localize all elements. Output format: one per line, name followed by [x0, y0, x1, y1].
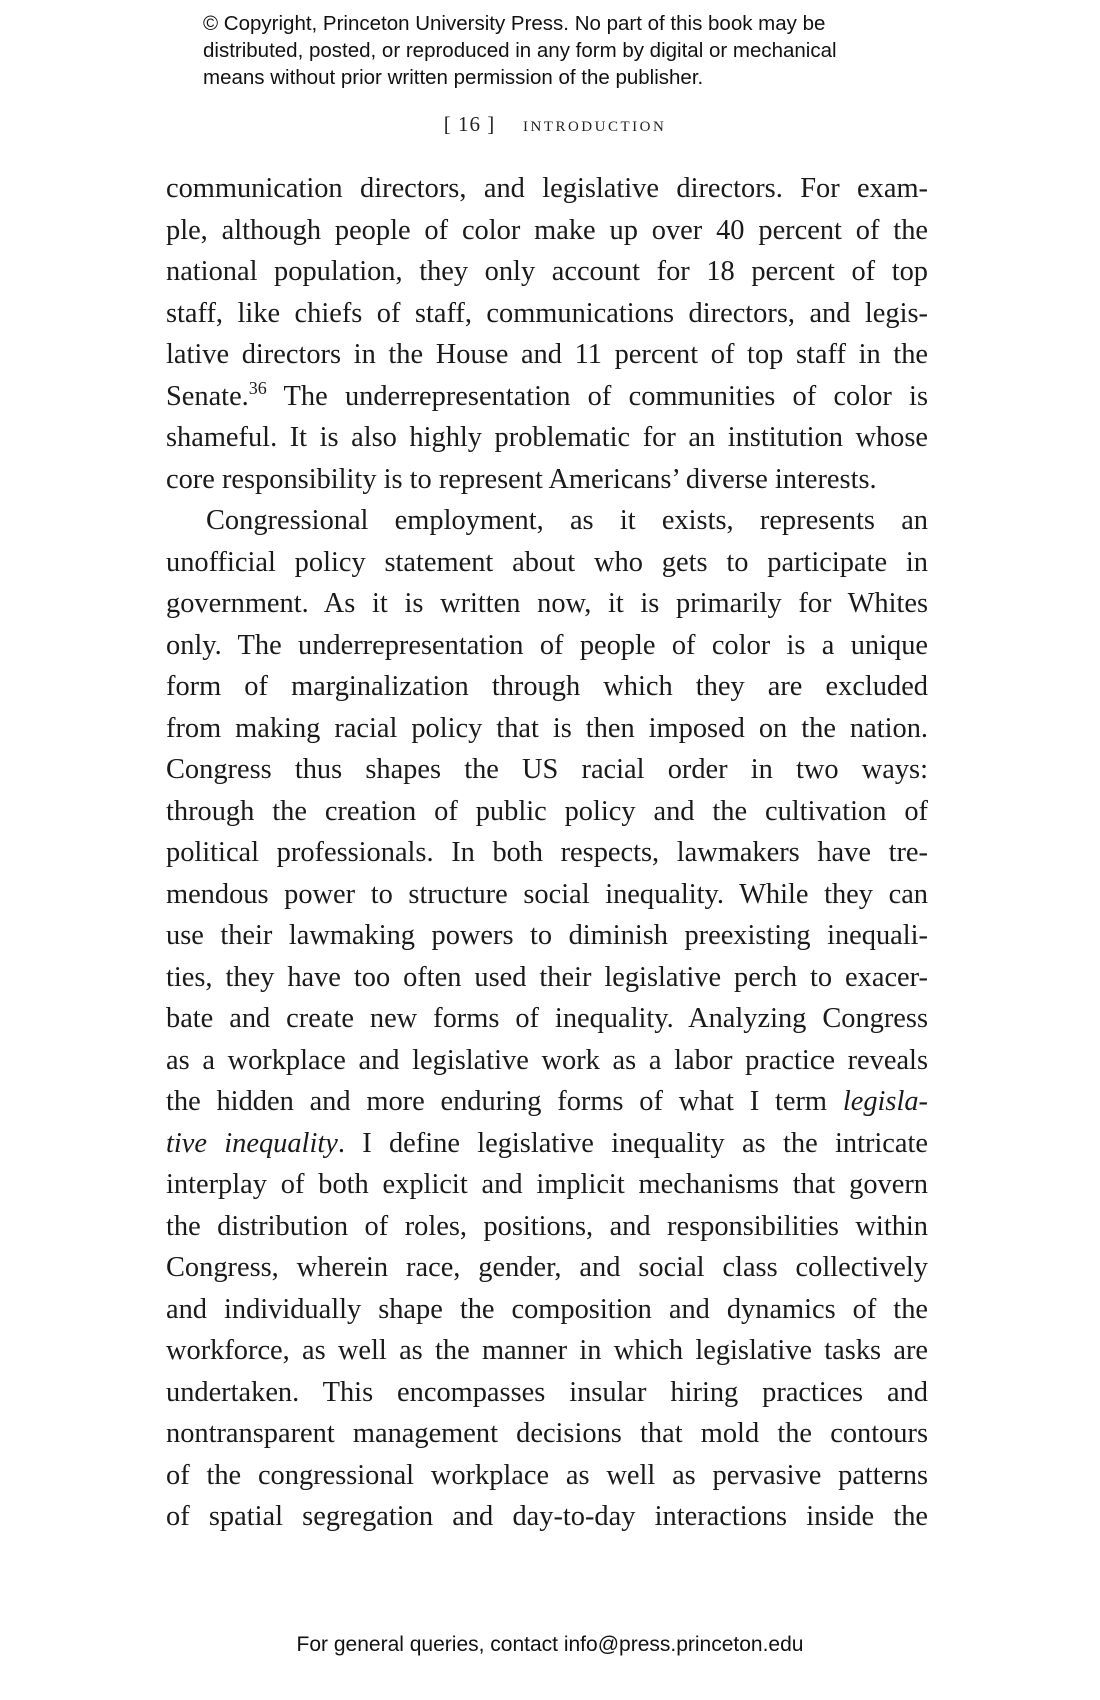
text-line: nontransparent management decisions that mold the contours	[166, 1418, 928, 1449]
italic-term: legisla-	[842, 1086, 928, 1117]
copyright-line: means without prior written permission of the publisher.	[203, 66, 704, 89]
text-line: mendous power to structure social inequality. While they can	[166, 878, 928, 910]
text-line: shameful. It is also highly problematic for an institution whose	[166, 422, 928, 453]
text-segment: Senate.	[166, 380, 249, 412]
footer-contact: For general queries, contact info@press.princeton.edu	[296, 1633, 804, 1656]
text-segment: the hidden and more enduring forms of what I term	[166, 1086, 843, 1117]
text-line: ple, although people of color make up over 40 percent of the	[166, 214, 928, 246]
text-line: unofficial policy statement about who gets to participate in	[166, 546, 928, 578]
copyright-notice	[203, 10, 963, 91]
running-head	[0, 111, 1100, 137]
text-line: political professionals. In both respects, lawmakers have tre-	[166, 837, 928, 868]
text-segment: The underrepresentation of communities of color is	[266, 380, 928, 412]
copyright-line: distributed, posted, or reproduced in any form by digital or mechanical	[203, 39, 837, 62]
text-line: only. The underrepresentation of people of color is a unique	[166, 629, 928, 661]
text-line: from making racial policy that is then imposed on the nation.	[166, 712, 928, 744]
text-line: lative directors in the House and 11 percent of top staff in the	[166, 339, 928, 370]
copyright-line: © Copyright, Princeton University Press. No part of this book may be	[203, 12, 826, 35]
text-line: staff, like chiefs of staff, communications directors, and legis-	[166, 297, 928, 329]
text-line: as a workplace and legislative work as a labor practice reveals	[166, 1044, 928, 1076]
text-line: use their lawmaking powers to diminish preexisting inequali-	[166, 920, 928, 951]
text-line	[166, 1081, 928, 1123]
text-line: government. As it is written now, it is primarily for Whites	[166, 588, 928, 619]
text-line: through the creation of public policy and the cultivation of	[166, 795, 928, 827]
text-line: form of marginalization through which they are excluded	[166, 671, 928, 702]
body-text	[166, 168, 928, 1538]
text-line: of the congressional workplace as well as pervasive patterns	[166, 1459, 928, 1491]
text-line: core responsibility is to represent Americans’ diverse interests.	[166, 463, 877, 495]
text-line: and individually shape the composition and dynamics of the	[166, 1293, 928, 1325]
text-line: of spatial segregation and day-to-day interactions inside the	[166, 1501, 928, 1532]
text-line: Congress thus shapes the US racial order in two ways:	[166, 754, 928, 785]
text-line: Congressional employment, as it exists, represents an	[206, 505, 928, 536]
text-line: the distribution of roles, positions, and responsibilities within	[166, 1210, 928, 1242]
section-title: introduction	[522, 111, 667, 136]
italic-term: tive inequality	[166, 1127, 338, 1159]
text-segment: . I define legislative inequality as the intricate	[337, 1127, 928, 1159]
text-line: Congress, wherein race, gender, and social class collectively	[166, 1252, 928, 1283]
footnote-marker[interactable]: 36	[248, 377, 267, 398]
text-line: interplay of both explicit and implicit mechanisms that govern	[166, 1169, 928, 1200]
text-line: communication directors, and legislative directors. For exam-	[166, 173, 928, 204]
text-line	[166, 376, 928, 418]
text-line: undertaken. This encompasses insular hiring practices and	[166, 1376, 928, 1408]
text-line: workforce, as well as the manner in which legislative tasks are	[166, 1335, 928, 1366]
text-line: ties, they have too often used their legislative perch to exacer-	[166, 961, 928, 993]
text-line: national population, they only account for 18 percent of top	[166, 256, 928, 287]
text-line	[166, 1123, 928, 1165]
page-number: [ 16 ]	[443, 112, 496, 136]
text-line: bate and create new forms of inequality. Analyzing Congress	[166, 1003, 928, 1034]
